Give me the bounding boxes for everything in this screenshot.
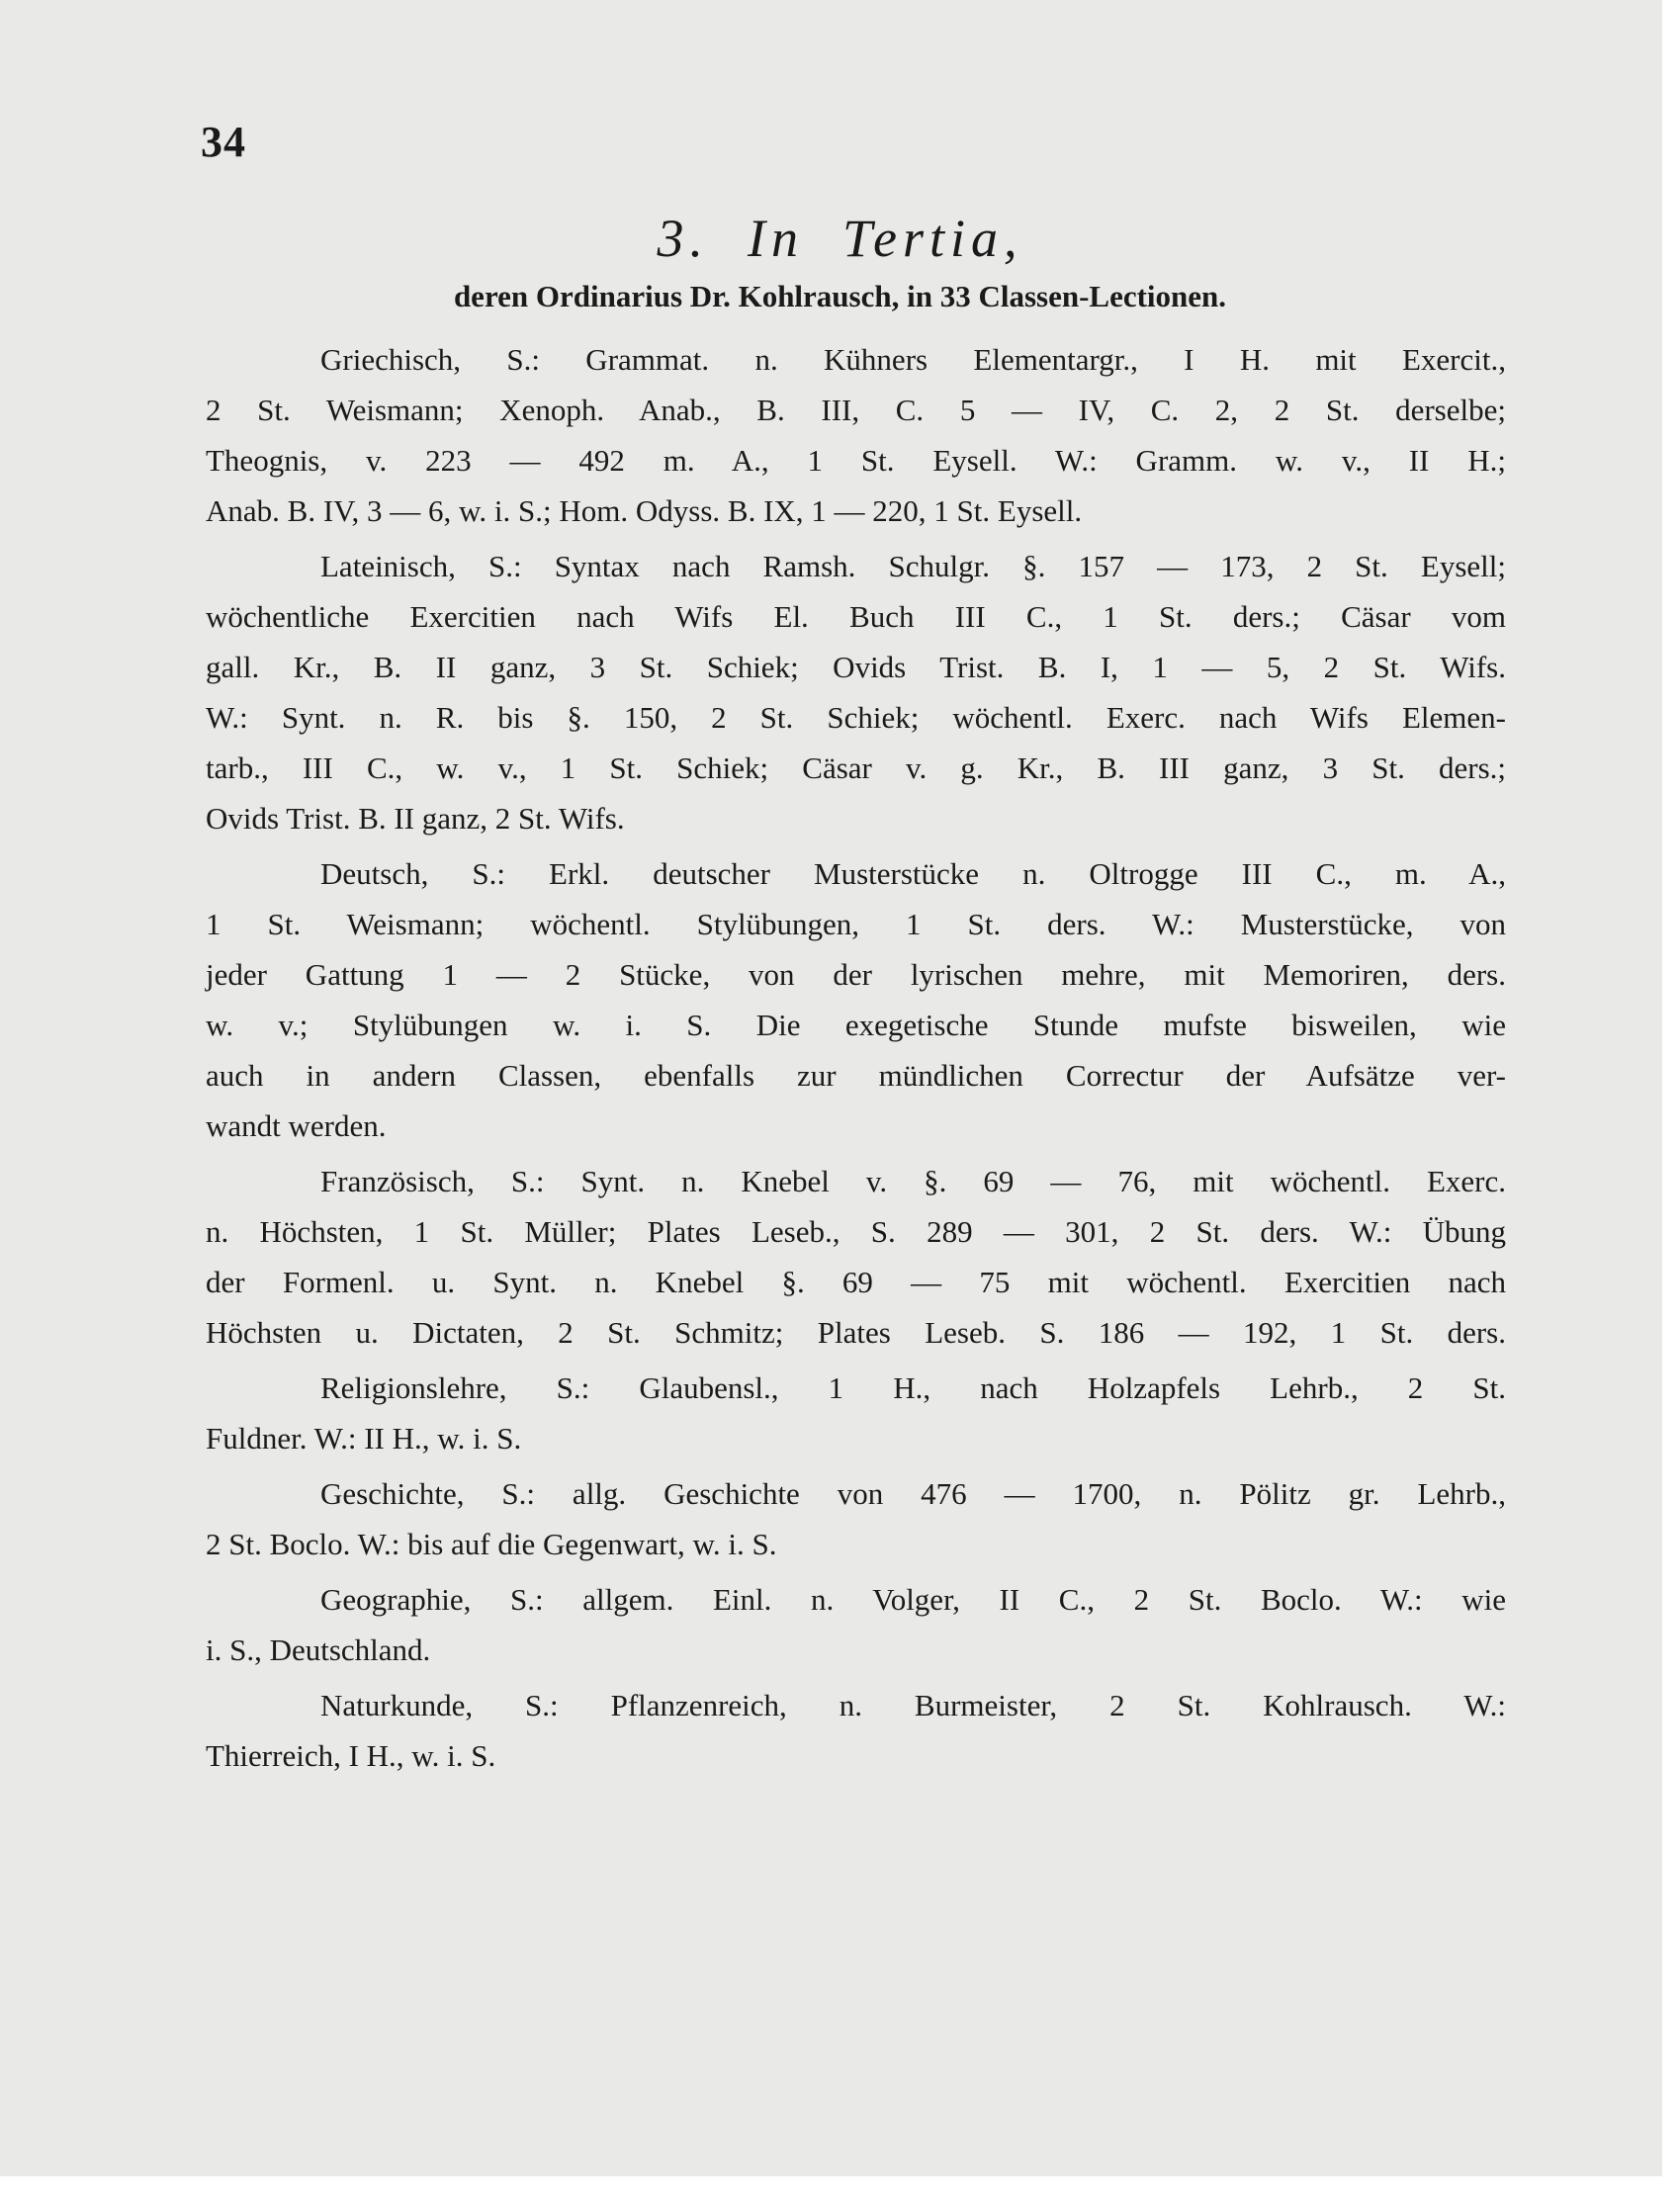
section-title: 3. In Tertia, — [657, 209, 1023, 268]
text-line: Französisch, S.: Synt. n. Knebel v. §. 69 — 76, mit wöchentl. Exerc. — [320, 1164, 1506, 1198]
text-line: w. v.; Stylübungen w. i. S. Die exegetische Stunde mufste bisweilen, wie — [206, 1008, 1506, 1042]
text-line: Geographie, S.: allgem. Einl. n. Volger, II C., 2 St. Boclo. W.: wie — [320, 1582, 1506, 1617]
text-line: auch in andern Classen, ebenfalls zur mündlichen Correctur der Aufsätze ver- — [206, 1058, 1506, 1093]
text-line: Griechisch, S.: Grammat. n. Kühners Elementargr., I H. mit Exercit., — [320, 342, 1506, 377]
paragraph-geschichte — [206, 1468, 1506, 1569]
paragraph-lateinisch — [206, 541, 1506, 843]
text-line: wandt werden. — [206, 1108, 387, 1143]
text-line: n. Höchsten, 1 St. Müller; Plates Leseb., S. 289 — 301, 2 St. ders. W.: Übung — [206, 1214, 1506, 1249]
paragraph-religionslehre — [206, 1363, 1506, 1463]
text-line: 2 St. Weismann; Xenoph. Anab., B. III, C. 5 — IV, C. 2, 2 St. derselbe; — [206, 393, 1506, 427]
text-line: W.: Synt. n. R. bis §. 150, 2 St. Schiek; wöchentl. Exerc. nach Wifs Elemen- — [206, 700, 1506, 735]
text-line: 2 St. Boclo. W.: bis auf die Gegenwart, w. i. S. — [206, 1527, 777, 1561]
text-line: wöchentliche Exercitien nach Wifs El. Buch III C., 1 St. ders.; Cäsar vom — [206, 599, 1506, 634]
text-line: tarb., III C., w. v., 1 St. Schiek; Cäsar v. g. Kr., B. III ganz, 3 St. ders.; — [206, 750, 1506, 785]
paragraph-deutsch — [206, 848, 1506, 1151]
text-line: Fuldner. W.: II H., w. i. S. — [206, 1421, 522, 1456]
paragraph-griechisch — [206, 334, 1506, 536]
section-subtitle: deren Ordinarius Dr. Kohlrausch, in 33 Classen-Lectionen. — [453, 279, 1227, 313]
text-line: Theognis, v. 223 — 492 m. A., 1 St. Eysell. W.: Gramm. w. v., II H.; — [206, 443, 1506, 478]
text-line: i. S., Deutschland. — [206, 1632, 431, 1667]
page-number: 34 — [201, 118, 246, 166]
text-line: 1 St. Weismann; wöchentl. Stylübungen, 1 St. ders. W.: Musterstücke, von — [206, 907, 1506, 941]
text-line: gall. Kr., B. II ganz, 3 St. Schiek; Ovids Trist. B. I, 1 — 5, 2 St. Wifs. — [206, 650, 1506, 684]
text-line: Anab. B. IV, 3 — 6, w. i. S.; Hom. Odyss. B. IX, 1 — 220, 1 St. Eysell. — [206, 493, 1083, 528]
text-line: Thierreich, I H., w. i. S. — [206, 1738, 496, 1773]
text-line: jeder Gattung 1 — 2 Stücke, von der lyrischen mehre, mit Memoriren, ders. — [206, 957, 1506, 992]
text-line: Geschichte, S.: allg. Geschichte von 476 — 1700, n. Pölitz gr. Lehrb., — [320, 1476, 1506, 1511]
text-line: Deutsch, S.: Erkl. deutscher Musterstücke n. Oltrogge III C., m. A., — [320, 856, 1506, 891]
text-line: Ovids Trist. B. II ganz, 2 St. Wifs. — [206, 801, 625, 836]
paragraph-naturkunde — [206, 1680, 1506, 1781]
paragraph-geographie — [206, 1574, 1506, 1675]
text-line: der Formenl. u. Synt. n. Knebel §. 69 — 75 mit wöchentl. Exercitien nach — [206, 1265, 1506, 1299]
paragraph-franzoesisch — [206, 1156, 1506, 1358]
text-line: Höchsten u. Dictaten, 2 St. Schmitz; Plates Leseb. S. 186 — 192, 1 St. ders. — [206, 1315, 1506, 1350]
body-text — [206, 334, 1506, 1786]
text-line: Lateinisch, S.: Syntax nach Ramsh. Schulgr. §. 157 — 173, 2 St. Eysell; — [320, 549, 1506, 583]
text-line: Naturkunde, S.: Pflanzenreich, n. Burmeister, 2 St. Kohlrausch. W.: — [320, 1688, 1506, 1722]
text-line: Religionslehre, S.: Glaubensl., 1 H., nach Holzapfels Lehrb., 2 St. — [320, 1370, 1506, 1405]
